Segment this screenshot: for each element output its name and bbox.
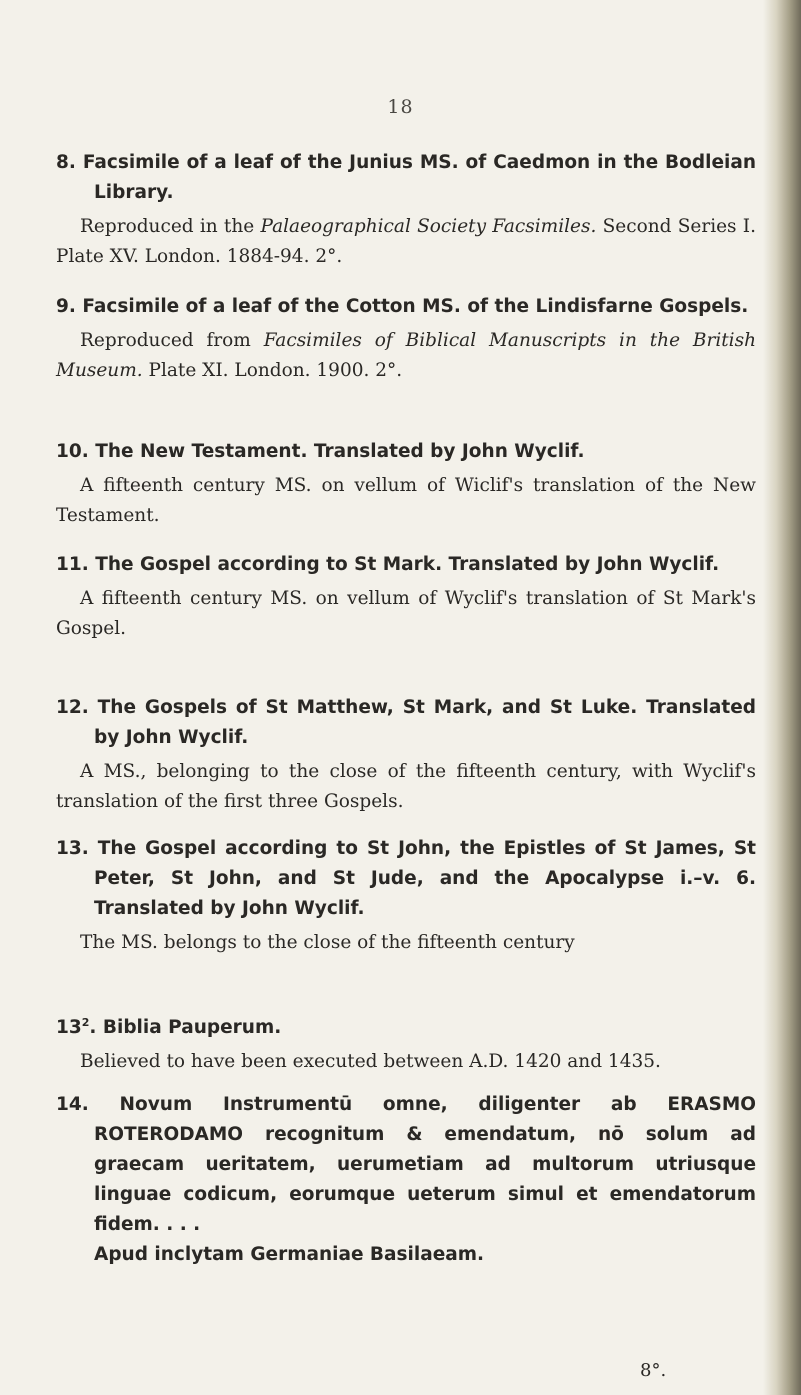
entry-heading: 13. The Gospel according to St John, the Epistles of St James, St Peter, St John, and St Jude, and the Apocalypse i.–v. 6. Translated by John Wyclif.: [56, 838, 756, 919]
catalog-entry-13: [56, 834, 756, 958]
entry-description: Reproduced in the Palaeographical Society Facsimiles. Second Series I. Plate XV. London. 1884-94. 2°.: [56, 216, 756, 267]
page-number: 18: [387, 96, 414, 118]
entry-heading: 14. Novum Instrumentū omne, diligenter ab ERASMO ROTERODAMO recognitum & emendatum, nō solum ad graecam ueritatem, uerumetiam ad multorum utriusque linguae codicum, eorumque ueterum simul et emendatorum fidem. . . .: [56, 1094, 756, 1235]
entry-heading: 10. The New Testament. Translated by John Wyclif.: [56, 441, 585, 462]
entry-description: A MS., belonging to the close of the fifteenth century, with Wyclif's translation of the first three Gospels.: [56, 761, 756, 812]
entry-heading: $13^2$. Biblia Pauperum.: [56, 1016, 282, 1039]
entry-heading: 8. Facsimile of a leaf of the Junius MS. of Caedmon in the Bodleian Library.: [56, 152, 756, 203]
entry-heading: 11. The Gospel according to St Mark. Translated by John Wyclif.: [56, 554, 720, 575]
entry-heading: 9. Facsimile of a leaf of the Cotton MS. of the Lindisfarne Gospels.: [56, 296, 749, 317]
catalog-entry-12: [56, 693, 756, 817]
catalog-entry-8: [56, 148, 756, 272]
entry-heading: 12. The Gospels of St Matthew, St Mark, and St Luke. Translated by John Wyclif.: [56, 697, 756, 748]
entry-description: The MS. belongs to the close of the fifteenth century: [80, 932, 575, 953]
format-size: 8°.: [640, 1360, 667, 1381]
catalog-entry-10: [56, 437, 756, 531]
catalog-entry-11: [56, 550, 756, 644]
entry-description: Reproduced from Facsimiles of Biblical Manuscripts in the British Museum. Plate XI. London. 1900. 2°.: [56, 330, 756, 381]
entry-description: A fifteenth century MS. on vellum of Wiclif's translation of the New Testament.: [56, 475, 756, 526]
entry-description: Believed to have been executed between A.D. 1420 and 1435.: [80, 1051, 661, 1073]
page-edge-shadow: [763, 0, 801, 1395]
entry-imprint: Apud inclytam Germaniae Basilaeam.: [94, 1244, 485, 1265]
catalog-entry-13-2: [56, 1008, 756, 1077]
catalog-entry-14: [56, 1090, 756, 1270]
entry-description: A fifteenth century MS. on vellum of Wyclif's translation of St Mark's Gospel.: [56, 588, 756, 639]
catalog-entry-9: [56, 292, 756, 386]
